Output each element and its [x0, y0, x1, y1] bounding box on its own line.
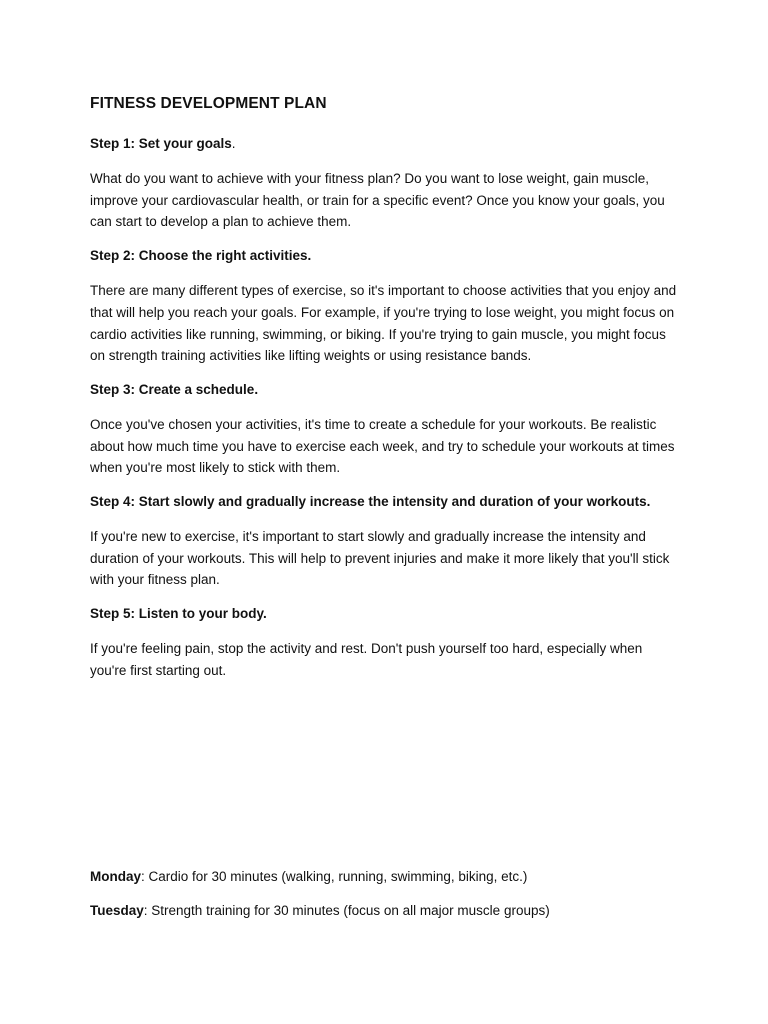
- step-body: What do you want to achieve with your fitness plan? Do you want to lose weight, gain muscle, improve your cardiovascular health, or train for a specific event? Once you know your goals, you can start to develop a plan to achieve them.: [90, 171, 665, 230]
- schedule-day: Tuesday: [90, 902, 144, 918]
- blank-space: [90, 695, 678, 867]
- step-5: [90, 604, 678, 681]
- step-4: [90, 492, 678, 591]
- step-2: [90, 246, 678, 367]
- schedule-text: : Strength training for 30 minutes (focus on all major muscle groups): [143, 902, 550, 918]
- step-heading-text: Step 2: Choose the right activities.: [90, 248, 312, 264]
- schedule-day: Monday: [90, 868, 142, 884]
- step-heading-text: Step 1: Set your goals: [90, 136, 232, 151]
- schedule-item-monday: [90, 867, 678, 887]
- weekly-schedule: [90, 867, 678, 921]
- step-1: [90, 134, 678, 233]
- step-heading: [90, 492, 678, 512]
- step-heading: [90, 246, 678, 266]
- step-3: [90, 380, 678, 479]
- step-body: If you're new to exercise, it's important to start slowly and gradually increase the intensity and duration of your workouts. This will help to prevent injuries and make it more likely that you'll stick with your fitness plan.: [90, 529, 670, 588]
- step-heading-text: Step 5: Listen to your body.: [90, 606, 267, 622]
- page-title: FITNESS DEVELOPMENT PLAN: [90, 95, 327, 112]
- step-body: There are many different types of exercise, so it's important to choose activities that you enjoy and that will help you reach your goals. For example, if you're trying to lose weight, you might focus on cardio activities like running, swimming, or biking. If you're trying to gain muscle, you might focus on strength training activities like lifting weights or using resistance bands.: [90, 283, 677, 364]
- step-heading-text: Step 3: Create a schedule.: [90, 381, 259, 397]
- step-body: Once you've chosen your activities, it's time to create a schedule for your workouts. Be realistic about how much time you have to exercise each week, and try to schedule your workouts at times when you're most likely to stick with them.: [90, 416, 675, 476]
- step-heading: [90, 134, 678, 154]
- schedule-text: : Cardio for 30 minutes (walking, running, swimming, biking, etc.): [141, 868, 528, 884]
- step-body: If you're feeling pain, stop the activity and rest. Don't push yourself too hard, especially when you're first starting out.: [90, 641, 643, 678]
- step-heading-trail: .: [231, 136, 236, 151]
- step-heading: [90, 380, 678, 400]
- schedule-item-tuesday: [90, 901, 678, 921]
- step-heading-text: Step 4: Start slowly and gradually increase the intensity and duration of your workouts.: [90, 494, 651, 510]
- step-heading: [90, 604, 678, 624]
